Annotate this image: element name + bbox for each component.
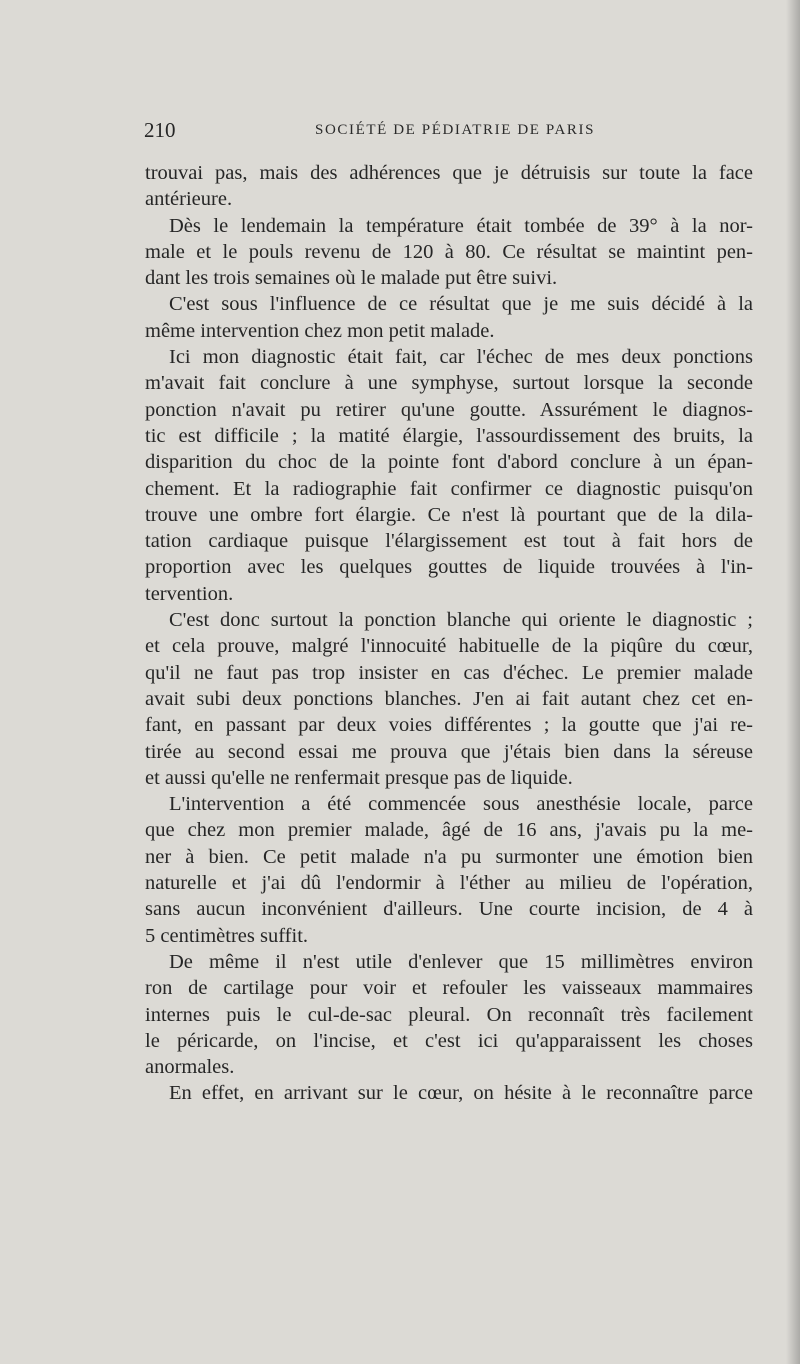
text-line: le péricarde, on l'incise, et c'est ici qu'apparaissent les choses	[145, 1029, 753, 1052]
text-line: tervention.	[145, 582, 234, 605]
page-number: 210	[144, 118, 176, 142]
text-line: trouve une ombre fort élargie. Ce n'est là pourtant que de la dila-	[145, 503, 753, 526]
text-line: De même il n'est utile d'enlever que 15 millimètres environ	[169, 950, 753, 973]
text-line: naturelle et j'ai dû l'endormir à l'éther au milieu de l'opération,	[145, 872, 753, 895]
text-line: 5 centimètres suffit.	[145, 924, 309, 947]
text-line: tirée au second essai me prouva que j'étais bien dans la séreuse	[145, 740, 753, 763]
text-line: trouvai pas, mais des adhérences que je détruisis sur toute la face	[145, 162, 753, 184]
text-line: ron de cartilage pour voir et refouler les vaisseaux mammaires	[145, 977, 753, 1000]
running-title: SOCIÉTÉ DE PÉDIATRIE DE PARIS	[315, 122, 596, 138]
text-line: antérieure.	[145, 188, 233, 211]
text-line: ponction n'avait pu retirer qu'une goutte. Assurément le diagnos-	[145, 398, 753, 421]
text-line: C'est sous l'influence de ce résultat que je me suis décidé à la	[169, 293, 753, 316]
text-line: que chez mon premier malade, âgé de 16 ans, j'avais pu la me-	[145, 819, 753, 842]
text-line: L'intervention a été commencée sous anesthésie locale, parce	[169, 793, 753, 816]
text-line: chement. Et la radiographie fait confirmer ce diagnostic puisqu'on	[145, 477, 753, 500]
text-line: ner à bien. Ce petit malade n'a pu surmonter une émotion bien	[145, 845, 753, 868]
text-line: et aussi qu'elle ne renfermait presque pas de liquide.	[145, 766, 573, 789]
text-line: m'avait fait conclure à une symphyse, surtout lorsque la seconde	[145, 372, 753, 395]
text-line: tation cardiaque puisque l'élargissement est tout à fait hors de	[145, 530, 753, 553]
page-edge-shadow	[786, 0, 800, 1364]
text-line: proportion avec les quelques gouttes de liquide trouvées à l'in-	[145, 556, 753, 579]
text-line: En effet, en arrivant sur le cœur, on hésite à le reconnaître parce	[169, 1082, 753, 1105]
text-line: tic est difficile ; la matité élargie, l'assourdissement des bruits, la	[145, 424, 753, 447]
page-header	[144, 118, 752, 144]
body-text	[145, 160, 753, 1107]
text-line: Dès le lendemain la température était tombée de 39° à la nor-	[169, 214, 753, 237]
text-line: sans aucun inconvénient d'ailleurs. Une courte incision, de 4 à	[145, 898, 753, 921]
text-line: Ici mon diagnostic était fait, car l'échec de mes deux ponctions	[169, 346, 753, 369]
text-line: anormales.	[145, 1056, 235, 1079]
text-line: qu'il ne faut pas trop insister en cas d'échec. Le premier malade	[145, 661, 753, 684]
text-line: C'est donc surtout la ponction blanche qui oriente le diagnostic ;	[169, 609, 753, 632]
text-line: fant, en passant par deux voies différentes ; la goutte que j'ai re-	[145, 714, 753, 737]
text-line: et cela prouve, malgré l'innocuité habituelle de la piqûre du cœur,	[145, 635, 753, 658]
text-line: même intervention chez mon petit malade.	[145, 319, 495, 342]
text-line: male et le pouls revenu de 120 à 80. Ce résultat se maintint pen-	[145, 240, 753, 263]
text-line: disparition du choc de la pointe font d'abord conclure à un épan-	[145, 451, 753, 474]
text-line: dant les trois semaines où le malade put être suivi.	[145, 267, 558, 290]
text-line: internes puis le cul-de-sac pleural. On reconnaît très facilement	[145, 1003, 753, 1026]
text-line: avait subi deux ponctions blanches. J'en ai fait autant chez cet en-	[145, 687, 753, 710]
